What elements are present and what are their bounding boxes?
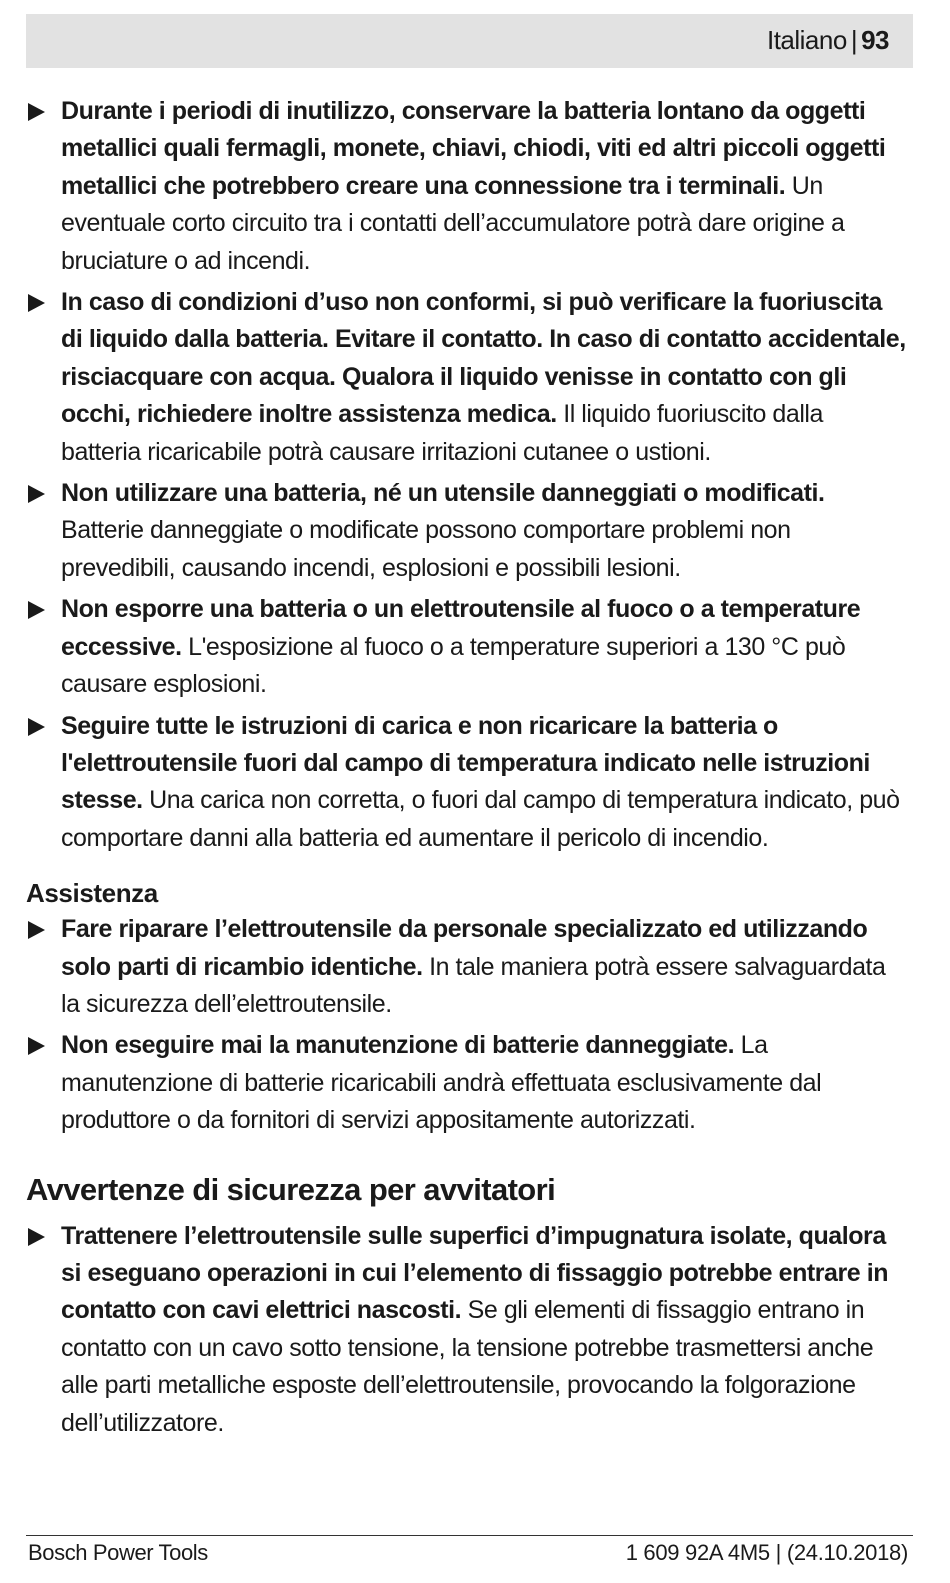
header-separator: | bbox=[850, 25, 858, 55]
footer-publisher: Bosch Power Tools bbox=[28, 1540, 208, 1565]
footer-doc-code: 1 609 92A 4M5 | (24.10.2018) bbox=[625, 1540, 908, 1565]
item-text: Una carica non corretta, o fuori dal campo di temperatura indicato, può comportare danni alla batteria ed aumentare il pericolo di incendio. bbox=[61, 786, 900, 852]
item-bold-text: Non esporre una batteria o un elettroutensile al fuoco o a temperature eccessive. bbox=[61, 595, 861, 661]
item-bold-text: In caso di condizioni d’uso non conformi, si può verificare la fuoriuscita di liquido dalla batteria. Evitare il contatto. In caso di contatto accidentale, risciacquare con acqua. Qualora il liquido venisse in contatto con gli occhi, richiedere inoltre assistenza medica. bbox=[61, 288, 906, 429]
page-content bbox=[26, 93, 906, 1442]
item-bold-text: Fare riparare l’elettroutensile da personale specializzato ed utilizzando solo parti di ricambio identiche. bbox=[61, 915, 868, 981]
bullet-triangle-icon bbox=[28, 1037, 45, 1055]
header-text bbox=[767, 25, 889, 56]
list-item bbox=[26, 284, 906, 471]
item-text: La manutenzione di batterie ricaricabili andrà effettuata esclusivamente dal produttore o da fornitori di servizi appositamente autorizzati. bbox=[61, 1031, 822, 1135]
bullet-triangle-icon bbox=[28, 921, 45, 939]
list-item bbox=[26, 911, 906, 1023]
item-text: L'esposizione al fuoco o a temperature superiori a 130 °C può causare esplosioni. bbox=[61, 632, 846, 699]
page-header bbox=[26, 14, 913, 68]
list-item bbox=[26, 708, 906, 858]
bullet-triangle-icon bbox=[28, 1228, 45, 1246]
item-bold-text: Trattenere l’elettroutensile sulle superfici d’impugnatura isolate, qualora si eseguano operazioni in cui l’elemento di fissaggio potrebbe entrare in contatto con cavi elettrici nascosti. bbox=[61, 1221, 889, 1325]
bullet-triangle-icon bbox=[28, 485, 45, 503]
footer-divider bbox=[26, 1535, 913, 1536]
item-text: Un eventuale corto circuito tra i contatti dell’accumulatore potrà dare origine a bruciature o ad incendi. bbox=[61, 171, 845, 275]
bullet-triangle-icon bbox=[28, 294, 45, 312]
item-text: Se gli elementi di fissaggio entrano in contatto con un cavo sotto tensione, la tensione potrebbe trasmettersi anche alle parti metalliche esposte dell’elettroutensile, provocando la folgorazione dell’utilizzatore. bbox=[61, 1296, 874, 1437]
item-text: In tale maniera potrà essere salvaguardata la sicurezza dell’elettroutensile. bbox=[61, 952, 886, 1018]
list-item bbox=[26, 93, 906, 280]
bullet-triangle-icon bbox=[28, 601, 45, 619]
list-item bbox=[26, 591, 906, 703]
item-bold-text: Seguire tutte le istruzioni di carica e non ricaricare la batteria o l'elettroutensile fuori dal campo di temperatura indicato nelle istruzioni stesse. bbox=[61, 711, 870, 815]
page-number: 93 bbox=[861, 25, 889, 55]
list-item bbox=[26, 1027, 906, 1139]
bullet-triangle-icon bbox=[28, 103, 45, 121]
item-bold-text: Durante i periodi di inutilizzo, conservare la batteria lontano da oggetti metallici quali fermagli, monete, chiavi, chiodi, viti ed altri piccoli oggetti metallici che potrebbero creare una connessione tra i terminali. bbox=[61, 97, 886, 200]
list-item bbox=[26, 1218, 906, 1442]
section-heading-avvitatori: Avvertenze di sicurezza per avvitatori bbox=[26, 1171, 556, 1207]
item-text: Batterie danneggiate o modificate possono comportare problemi non prevedibili, causando incendi, esplosioni e possibili lesioni. bbox=[61, 516, 791, 582]
bullet-triangle-icon bbox=[28, 718, 45, 736]
list-item bbox=[26, 475, 906, 587]
item-bold-text: Non eseguire mai la manutenzione di batterie danneggiate. bbox=[61, 1031, 735, 1060]
item-text: Il liquido fuoriuscito dalla batteria ricaricabile potrà causare irritazioni cutanee o ustioni. bbox=[61, 400, 823, 466]
section-heading-assistenza: Assistenza bbox=[26, 878, 158, 909]
item-bold-text: Non utilizzare una batteria, né un utensile danneggiati o modificati. bbox=[61, 479, 825, 508]
header-language: Italiano bbox=[766, 25, 847, 55]
